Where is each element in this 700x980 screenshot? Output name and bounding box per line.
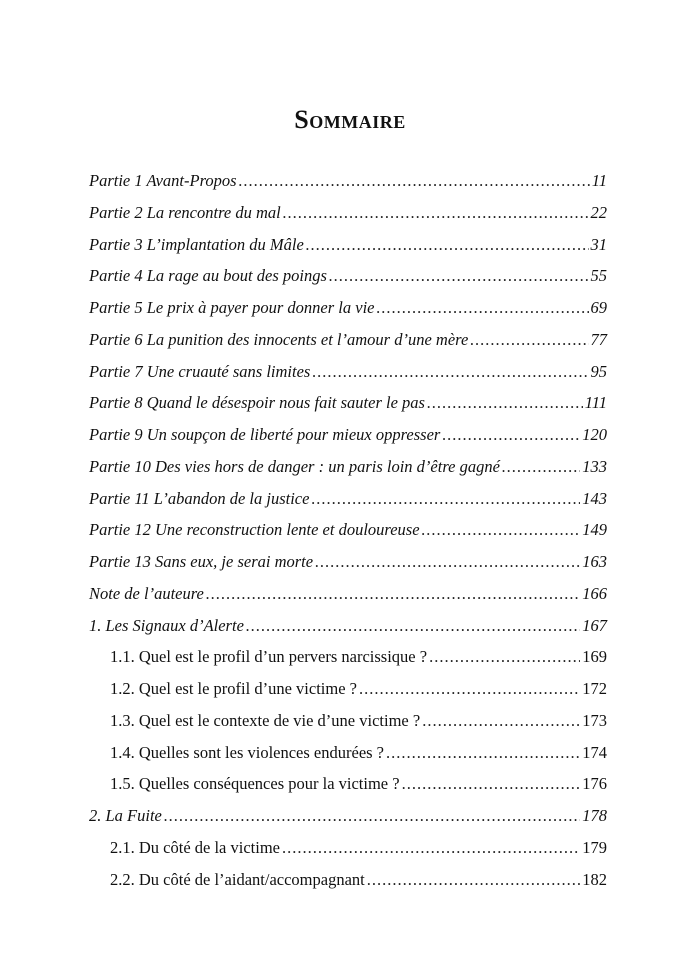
- toc-entry-page-number: 173: [582, 710, 607, 730]
- toc-entry-label: 1.4. Quelles sont les violences endurées ?: [110, 742, 385, 762]
- toc-entry-page-number: 69: [590, 298, 607, 317]
- toc-entry-page-number: 22: [590, 202, 607, 222]
- toc-entry-label: Partie 11 L’abandon de la justice: [89, 488, 310, 508]
- toc-entry: [89, 705, 607, 737]
- toc-entry-page-number: 182: [582, 869, 607, 889]
- toc-dot-leader: [470, 324, 588, 356]
- toc-entry-page-number: 149: [582, 520, 607, 540]
- toc-entry-label: Partie 1 Avant-Propos: [89, 171, 237, 190]
- page-title-text: Sommaire: [294, 105, 406, 135]
- toc-entry-page-number: 111: [584, 393, 607, 413]
- toc-entry: [89, 197, 607, 229]
- toc-entry-label: Partie 7 Une cruauté sans limites: [89, 361, 311, 381]
- page-title: [0, 105, 700, 135]
- toc-entry: [89, 673, 607, 705]
- toc-entry-label: 1.1. Quel est le profil d’un pervers narcissique ?: [110, 647, 428, 667]
- toc-entry: [89, 768, 607, 800]
- toc-dot-leader: [206, 578, 580, 610]
- toc-dot-leader: [367, 864, 581, 896]
- toc-entry: [89, 292, 607, 324]
- toc-dot-leader: [429, 641, 580, 673]
- toc-dot-leader: [422, 514, 581, 546]
- toc-entry: [89, 483, 607, 515]
- toc-entry-page-number: 172: [582, 679, 607, 698]
- toc-entry-label: Partie 9 Un soupçon de liberté pour mieux oppresser: [89, 425, 441, 444]
- toc-entry-page-number: 55: [590, 266, 607, 286]
- toc-entry: [89, 641, 607, 673]
- toc-entry-page-number: 176: [582, 774, 607, 794]
- toc-entry: [89, 800, 607, 832]
- toc-entry: [89, 260, 607, 292]
- toc-dot-leader: [402, 768, 581, 800]
- toc-entry: [89, 864, 607, 896]
- toc-entry: [89, 324, 607, 356]
- toc-entry-label: Partie 6 La punition des innocents et l’amour d’une mère: [89, 329, 469, 349]
- toc-dot-leader: [359, 673, 580, 705]
- toc-entry-label: Partie 2 La rencontre du mal: [89, 202, 281, 222]
- toc-dot-leader: [442, 419, 580, 451]
- toc-dot-leader: [377, 292, 589, 324]
- toc-entry-label: Partie 8 Quand le désespoir nous fait sauter le pas: [89, 393, 425, 413]
- toc-entry: [89, 451, 607, 483]
- toc-entry: [89, 578, 607, 610]
- toc-entry: [89, 165, 607, 197]
- toc-entry-page-number: 163: [582, 552, 607, 571]
- toc-entry-page-number: 179: [582, 837, 607, 857]
- toc-entry: [89, 356, 607, 388]
- toc-entry-label: Partie 10 Des vies hors de danger : un paris loin d’être gagné: [89, 456, 500, 476]
- toc-entry-label: 1.5. Quelles conséquences pour la victime ?: [110, 774, 400, 794]
- toc-dot-leader: [315, 546, 580, 578]
- toc-entry-page-number: 169: [582, 647, 607, 667]
- toc-entry-label: 1.2. Quel est le profil d’une victime ?: [110, 679, 357, 698]
- toc-entry-page-number: 174: [582, 742, 607, 762]
- toc-dot-leader: [311, 483, 580, 515]
- toc-entry: [89, 832, 607, 864]
- toc-entry-label: Note de l’auteure: [89, 583, 204, 603]
- toc-dot-leader: [312, 356, 588, 388]
- toc-entry-label: 2.1. Du côté de la victime: [110, 837, 280, 857]
- toc-entry-label: Partie 12 Une reconstruction lente et douloureuse: [89, 520, 420, 540]
- toc-dot-leader: [386, 737, 580, 769]
- toc-dot-leader: [164, 800, 580, 832]
- toc-dot-leader: [306, 229, 589, 261]
- toc-dot-leader: [422, 705, 580, 737]
- toc-entry-label: 2.2. Du côté de l’aidant/accompagnant: [110, 869, 365, 889]
- toc-entry-page-number: 95: [590, 361, 607, 381]
- toc-entry-label: 1.3. Quel est le contexte de vie d’une victime ?: [110, 710, 421, 730]
- toc-entry: [89, 610, 607, 642]
- toc-dot-leader: [246, 610, 580, 642]
- toc-entry-page-number: 166: [582, 583, 607, 603]
- toc-entry-page-number: 143: [582, 488, 607, 508]
- toc-entry: [89, 419, 607, 451]
- toc-entry-page-number: 11: [591, 171, 607, 190]
- toc-entry: [89, 737, 607, 769]
- toc-entry: [89, 546, 607, 578]
- toc-dot-leader: [427, 387, 583, 419]
- toc-entry-page-number: 167: [582, 615, 607, 635]
- toc-dot-leader: [282, 832, 580, 864]
- toc-entry: [89, 229, 607, 261]
- toc-entry: [89, 514, 607, 546]
- toc-entry-page-number: 120: [582, 425, 607, 444]
- toc-entry-page-number: 77: [590, 329, 607, 349]
- toc-entry: [89, 387, 607, 419]
- toc-entry-page-number: 178: [582, 806, 607, 825]
- table-of-contents: [89, 165, 607, 895]
- toc-dot-leader: [502, 451, 580, 483]
- toc-entry-label: 2. La Fuite: [89, 806, 162, 825]
- toc-entry-label: 1. Les Signaux d’Alerte: [89, 615, 244, 635]
- toc-entry-page-number: 133: [582, 456, 607, 476]
- toc-entry-label: Partie 4 La rage au bout des poings: [89, 266, 327, 286]
- toc-entry-label: Partie 13 Sans eux, je serai morte: [89, 552, 314, 571]
- toc-dot-leader: [329, 260, 589, 292]
- toc-dot-leader: [239, 165, 590, 197]
- toc-entry-label: Partie 3 L’implantation du Mâle: [89, 234, 304, 254]
- toc-entry-label: Partie 5 Le prix à payer pour donner la vie: [89, 298, 375, 317]
- toc-dot-leader: [283, 197, 589, 229]
- toc-entry-page-number: 31: [590, 234, 607, 254]
